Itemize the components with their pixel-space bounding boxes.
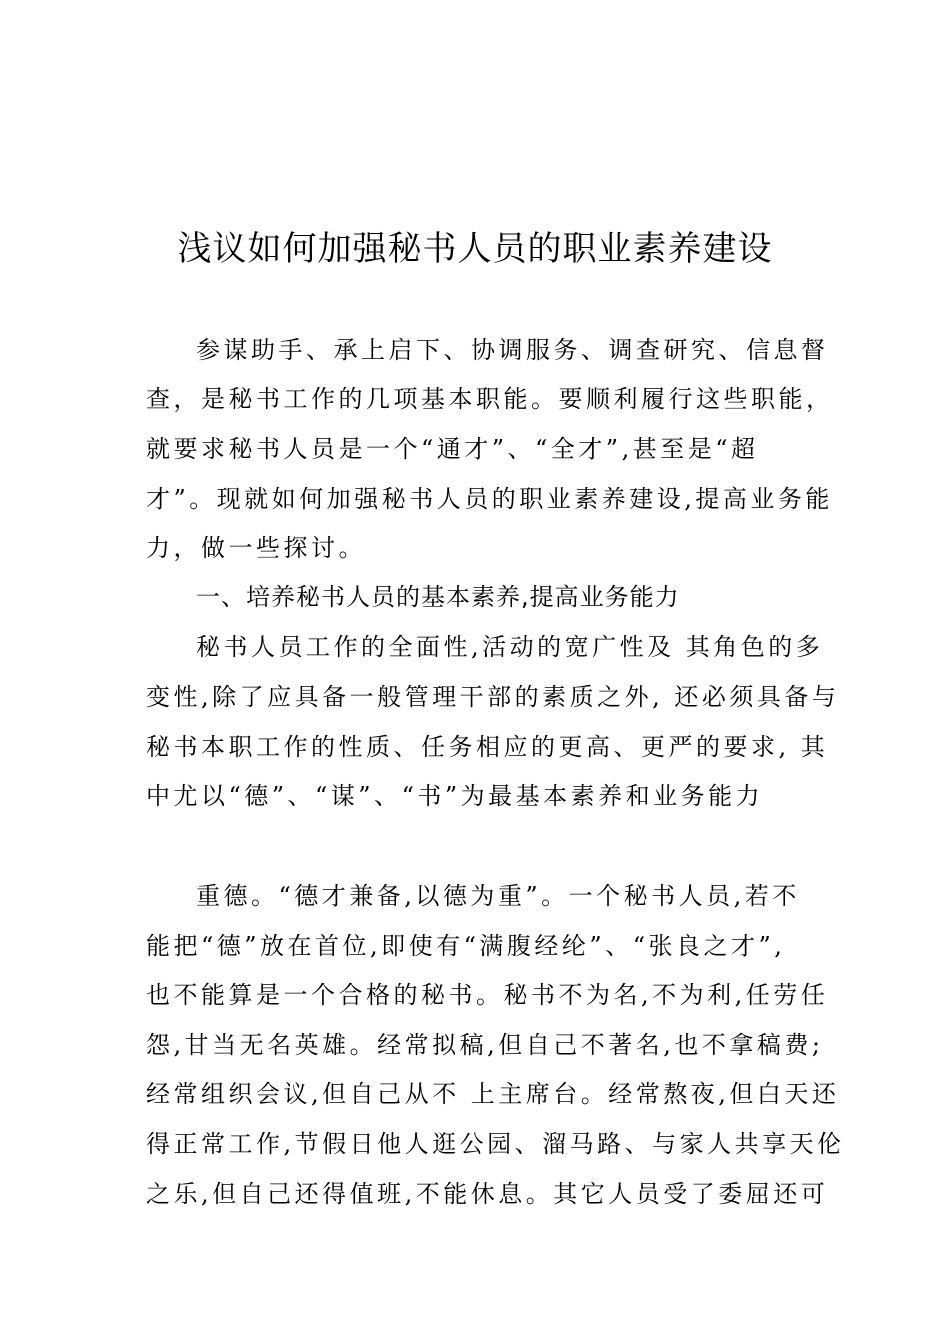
document-title: 浅议如何加强秘书人员的职业素养建设	[177, 229, 773, 269]
section2-paragraph-line: 之乐,但自己还得值班,不能休息。其它人员受了委屈还可	[146, 1180, 829, 1208]
intro-paragraph-line: 就要求秘书人员是一个“通才”、“全才”,甚至是“超	[146, 435, 759, 463]
section1-paragraph-line: 秘书人员工作的全面性,活动的宽广性及 其角色的多	[196, 633, 824, 661]
section1-paragraph-line: 变性,除了应具备一般管理干部的素质之外, 还必须具备与	[146, 683, 840, 711]
section2-paragraph-line: 也不能算是一个合格的秘书。秘书不为名,不为利,任劳任	[146, 981, 829, 1009]
section-heading: 一、培养秘书人员的基本素养,提高业务能力	[196, 583, 680, 611]
intro-paragraph-line: 参谋助手、承上启下、协调服务、调查研究、信息督	[196, 336, 829, 364]
intro-paragraph-line: 力，做一些探讨。	[146, 534, 366, 562]
section1-paragraph-line: 秘书本职工作的性质、任务相应的更高、更严的要求, 其	[146, 733, 829, 761]
intro-paragraph-line: 才”。现就如何加强秘书人员的职业素养建设,提高业务能	[146, 485, 833, 513]
section2-paragraph-line: 能把“德”放在首位,即使有“满腹经纶”、“张良之才”,	[146, 932, 786, 960]
section1-paragraph-line: 中尤以“德”、“谋”、“书”为最基本素养和业务能力	[146, 782, 764, 810]
section2-paragraph-line: 得正常工作,节假日他人逛公园、溜马路、与家人共享天伦	[146, 1130, 845, 1158]
section2-paragraph-line: 怨,甘当无名英雄。经常拟稿,但自己不著名,也不拿稿费;	[146, 1031, 824, 1059]
section2-paragraph-line: 经常组织会议,但自己从不 上主席台。经常熬夜,但白天还	[146, 1080, 840, 1108]
intro-paragraph-line: 查，是秘书工作的几项基本职能。要顺利履行这些职能，	[146, 385, 834, 413]
section2-paragraph-line: 重德。“德才兼备,以德为重”。一个秘书人员,若不	[196, 882, 800, 910]
